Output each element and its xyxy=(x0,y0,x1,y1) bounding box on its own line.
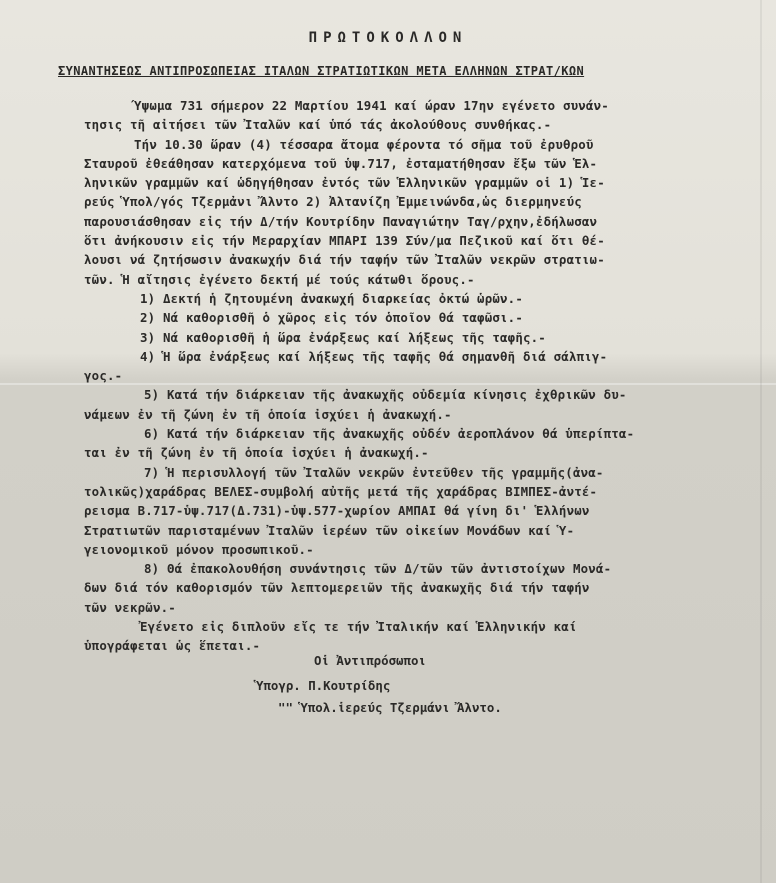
text-line: ληνικῶν γραμμῶν καί ὡδηγήθησαν ἐντός τῶν Ἑλληνικῶν γραμμῶν οἱ 1) Ἱε- xyxy=(84,175,605,191)
text-line: Σταυροῦ ἐθεάθησαν κατερχόμενα τοῦ ὑψ.717, ἐσταματήθησαν ἔξω τῶν Ἑλ- xyxy=(84,155,598,171)
term-item: 4) Ἡ ὥρα ἐνάρξεως καί λήξεως τῆς ταφῆς θά σημανθῆ διά σάλπιγ- xyxy=(140,348,608,364)
text-line: δων διά τόν καθορισμόν τῶν λεπτομερειῶν τῆς ἀνακωχῆς διά τήν ταφήν xyxy=(84,580,590,596)
term-item: 5) Κατά τήν διάρκειαν τῆς ἀνακωχῆς οὐδεμία κίνησις ἐχθρικῶν δυ- xyxy=(144,387,627,403)
document-subtitle: ΣΥΝΑΝΤΗΣΕΩΣ ΑΝΤΙΠΡΟΣΩΠΕΙΑΣ ΙΤΑΛΩΝ ΣΤΡΑΤΙΩΤΙΚΩΝ ΜΕΤΑ ΕΛΛΗΝΩΝ ΣΤΡΑΤ/ΚΩΝ xyxy=(58,64,585,78)
text-line: λουσι νά ζητήσωσιν ἀνακωχήν διά τήν ταφήν τῶν Ἰταλῶν νεκρῶν στρατιω- xyxy=(84,252,605,268)
document-title: ΠΡΩΤΟΚΟΛΛΟΝ xyxy=(308,30,468,46)
term-item: 6) Κατά τήν διάρκειαν τῆς ἀνακωχῆς οὐδέν ἀεροπλάνον θά ὑπερίπτα- xyxy=(144,426,635,442)
signatures-heading: Οἱ Ἀντιπρόσωποι xyxy=(314,653,426,668)
text-line: τῶν. Ἡ αἴτησις ἐγένετο δεκτή μέ τούς κάτωθι ὅρους.- xyxy=(84,271,475,287)
text-line: Ἐγένετο εἰς διπλοῦν εἴς τε τήν Ἰταλικήν καί Ἑλληνικήν καί xyxy=(140,619,577,635)
text-line: ὑπογράφεται ὡς ἕπεται.- xyxy=(84,638,261,654)
text-line: γειονομικοῦ μόνον προσωπικοῦ.- xyxy=(84,541,314,557)
text-line: Στρατιωτῶν παρισταμένων Ἰταλῶν ἱερέων τῶν οἰκείων Μονάδων καί Ὑ- xyxy=(84,522,575,538)
signature-second: "" Ὑπολ.ἱερεύς Τζερμάνι Ἄλντο. xyxy=(278,700,502,715)
text-line: Ύψωμα 731 σήμερον 22 Μαρτίου 1941 καί ώραν 17ην εγένετο συνάν- xyxy=(134,98,609,113)
term-item: 2) Νά καθορισθῆ ὁ χῶρος εἰς τόν ὁποῖον θά ταφῶσι.- xyxy=(140,310,523,326)
text-line: ρεισμα Β.717-ὑψ.717(Δ.731)-ὑψ.577-χωρίον ΑΜΠΑΙ θά γίνη δι' Ἑλλήνων xyxy=(84,503,590,519)
term-item: 8) Θά ἐπακολουθήση συνάντησις τῶν Δ/τῶν τῶν ἀντιστοίχων Μονά- xyxy=(144,561,612,577)
document-body xyxy=(84,96,744,656)
text-line: ρεύς Ὑπολ/γός Τζερμἀνι Ἄλντο 2) Ἀλτανίζη Ἐμμεινώνδα,ὡς διερμηνεύς xyxy=(84,194,582,210)
term-item: 1) Δεκτή ἡ ζητουμένη ἀνακωχή διαρκείας ὀκτώ ὡρῶν.- xyxy=(140,290,523,306)
signature-first: Ὑπογρ. Π.Κουτρίδης xyxy=(256,678,391,693)
text-line: τησις τῆ αἰτήσει τῶν Ἰταλῶν καί ὑπό τάς ἀκολούθους συνθήκας.- xyxy=(84,117,552,133)
text-line: νάμεων ἐν τῆ ζώνη ἐν τῆ ὁποία ἰσχύει ἡ ἀνακωχή.- xyxy=(84,406,452,422)
text-line: ὅτι ἀνήκουσιν εἰς τήν Μεραρχίαν ΜΠΑΡΙ 139 Σύν/μα Πεζικοῦ καί ὅτι θέ- xyxy=(84,233,605,249)
text-line: τῶν νεκρῶν.- xyxy=(84,599,176,615)
term-item: 7) Ἡ περισυλλογή τῶν Ἰταλῶν νεκρῶν ἐντεῦθεν τῆς γραμμῆς(ἀνα- xyxy=(144,464,604,480)
text-line: γος.- xyxy=(84,368,123,384)
text-line: ται ἐν τῆ ζώνη ἐν τῆ ὁποία ἰσχύει ἡ ἀνακωχή.- xyxy=(84,445,429,461)
term-item: 3) Νά καθορισθῆ ἡ ὥρα ἐνάρξεως καί λήξεως τῆς ταφῆς.- xyxy=(140,329,546,345)
page-edge xyxy=(760,0,762,883)
text-line: τολικῶς)χαράδρας ΒΕΛΕΣ-συμβολή αὐτῆς μετά τῆς χαράδρας ΒΙΜΠΕΣ-ἀντέ- xyxy=(84,483,598,499)
text-line: Τήν 10.30 ὥραν (4) τέσσαρα ἄτομα φέροντα τό σῆμα τοῦ ἐρυθροῦ xyxy=(134,136,594,152)
text-line: παρουσιάσθησαν εἰς τήν Δ/τήν Κουτρίδην Παναγιώτην Ταγ/ρχην,ἐδήλωσαν xyxy=(84,213,598,229)
